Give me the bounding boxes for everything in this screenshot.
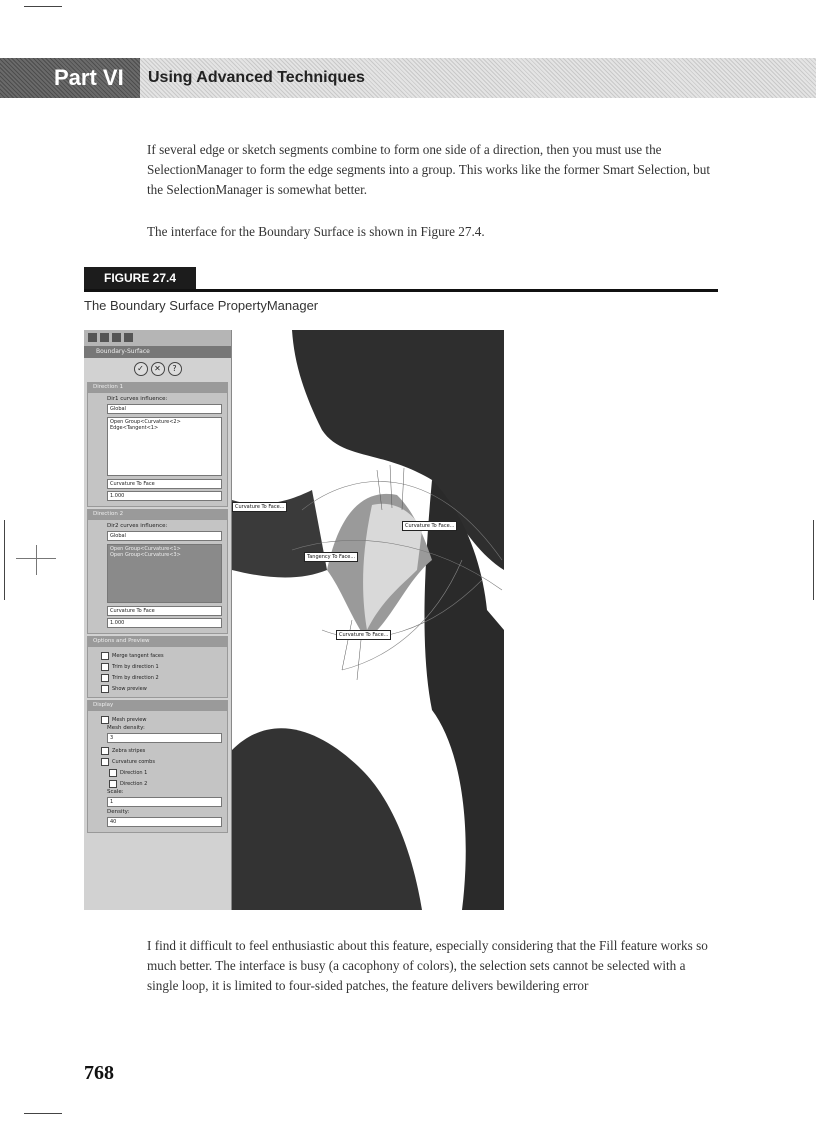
property-manager	[84, 330, 232, 910]
direction2-header[interactable]: Direction 2	[87, 509, 228, 519]
ok-icon[interactable]: ✓	[134, 362, 148, 376]
body-paragraph: If several edge or sketch segments combine to form one side of a direction, then you must use the SelectionManager to form the edge segments into a group. This works like the former Smart Selection, but the SelectionManager is somewhat better.	[147, 142, 711, 197]
body-paragraph: The interface for the Boundary Surface is shown in Figure 27.4.	[147, 224, 485, 239]
viewport-tag: Curvature To Face...	[232, 502, 287, 512]
list-item[interactable]: Edge<Tangent<1>	[110, 425, 159, 431]
mesh-density-label: Mesh density:	[107, 725, 145, 731]
model-face-bottom	[232, 728, 422, 910]
dir2-influence-label: Dir2 curves influence:	[107, 523, 168, 529]
dir2-condition-select[interactable]: Curvature To Face	[107, 606, 222, 616]
trim2-label: Trim by direction 2	[112, 674, 159, 681]
viewport-tag: Curvature To Face...	[402, 521, 457, 531]
list-item[interactable]: Open Group<Curvature<2>	[110, 419, 181, 425]
density-field[interactable]: 40	[107, 817, 222, 827]
dir1-condition-select[interactable]: Curvature To Face	[107, 479, 222, 489]
viewport-tag: Curvature To Face...	[336, 630, 391, 640]
scale-label: Scale:	[107, 789, 124, 795]
part-label: Part VI	[0, 58, 140, 98]
curvature-combs-label: Curvature combs	[112, 758, 155, 765]
options-section	[87, 646, 228, 698]
dir2-value-field[interactable]: 1.000	[107, 618, 222, 628]
figure-caption: The Boundary Surface PropertyManager	[84, 298, 319, 313]
dir1-influence-select[interactable]: Global	[107, 404, 222, 414]
dimxpert-icon[interactable]	[124, 333, 133, 342]
figure-rule	[84, 289, 718, 292]
list-item[interactable]: Open Group<Curvature<3>	[110, 552, 181, 558]
viewport-tag: Tangency To Face...	[304, 552, 358, 562]
graphics-viewport[interactable]	[232, 330, 504, 910]
scale-field[interactable]: 1	[107, 797, 222, 807]
options-header[interactable]: Options and Preview	[87, 636, 228, 646]
dir2-curve-list[interactable]	[107, 544, 222, 603]
pm-toolbar	[84, 330, 231, 346]
crop-mark	[4, 520, 5, 600]
display-section	[87, 710, 228, 833]
list-item[interactable]: Open Group<Curvature<1>	[110, 546, 181, 552]
merge-checkbox[interactable]	[93, 650, 222, 661]
property-manager-icon[interactable]	[100, 333, 109, 342]
curvature-comb	[342, 620, 352, 670]
crop-mark	[24, 1113, 62, 1114]
comb-dir1-label: Direction 1	[120, 769, 148, 776]
body-paragraph: I find it difficult to feel enthusiastic about this feature, especially considering that the Fill feature works so much better. The interface is busy (a cacophony of colors), the selection sets cannot be selected with a single loop, it is limited to four-sided patches, the feature delivers bewildering error	[147, 938, 708, 993]
direction1-section	[87, 392, 228, 507]
dir1-influence-label: Dir1 curves influence:	[107, 396, 168, 402]
show-preview-label: Show preview	[112, 685, 147, 692]
comb-dir2-label: Direction 2	[120, 780, 148, 787]
trim1-label: Trim by direction 1	[112, 663, 159, 670]
zebra-checkbox[interactable]	[93, 745, 222, 756]
trim1-checkbox[interactable]	[93, 661, 222, 672]
comb-dir2-checkbox[interactable]	[93, 778, 222, 789]
help-icon[interactable]: ?	[168, 362, 182, 376]
mesh-density-field[interactable]: 3	[107, 733, 222, 743]
crop-mark	[24, 6, 62, 7]
surface-model	[232, 330, 504, 910]
display-header[interactable]: Display	[87, 700, 228, 710]
zebra-label: Zebra stripes	[112, 747, 146, 754]
cancel-icon[interactable]: ✕	[151, 362, 165, 376]
crop-mark	[36, 545, 37, 575]
crop-mark	[813, 520, 814, 600]
mesh-preview-checkbox[interactable]	[93, 714, 222, 725]
dir1-curve-list[interactable]	[107, 417, 222, 476]
dir1-value-field[interactable]: 1.000	[107, 491, 222, 501]
direction2-section	[87, 519, 228, 634]
show-preview-checkbox[interactable]	[93, 683, 222, 694]
figure-screenshot	[84, 330, 504, 910]
dir2-influence-select[interactable]: Global	[107, 531, 222, 541]
pm-action-buttons	[84, 358, 231, 380]
configuration-manager-icon[interactable]	[112, 333, 121, 342]
curvature-combs-checkbox[interactable]	[93, 756, 222, 767]
merge-label: Merge tangent faces	[112, 652, 164, 659]
density-label: Density:	[107, 809, 130, 815]
direction1-header[interactable]: Direction 1	[87, 382, 228, 392]
figure-label: FIGURE 27.4	[84, 267, 196, 289]
feature-tree-icon[interactable]	[88, 333, 97, 342]
part-title: Using Advanced Techniques	[148, 69, 365, 86]
comb-dir1-checkbox[interactable]	[93, 767, 222, 778]
mesh-preview-label: Mesh preview	[112, 716, 147, 723]
part-banner	[0, 58, 816, 98]
page-number: 768	[84, 1062, 114, 1084]
pm-title: Boundary-Surface	[84, 346, 231, 358]
trim2-checkbox[interactable]	[93, 672, 222, 683]
